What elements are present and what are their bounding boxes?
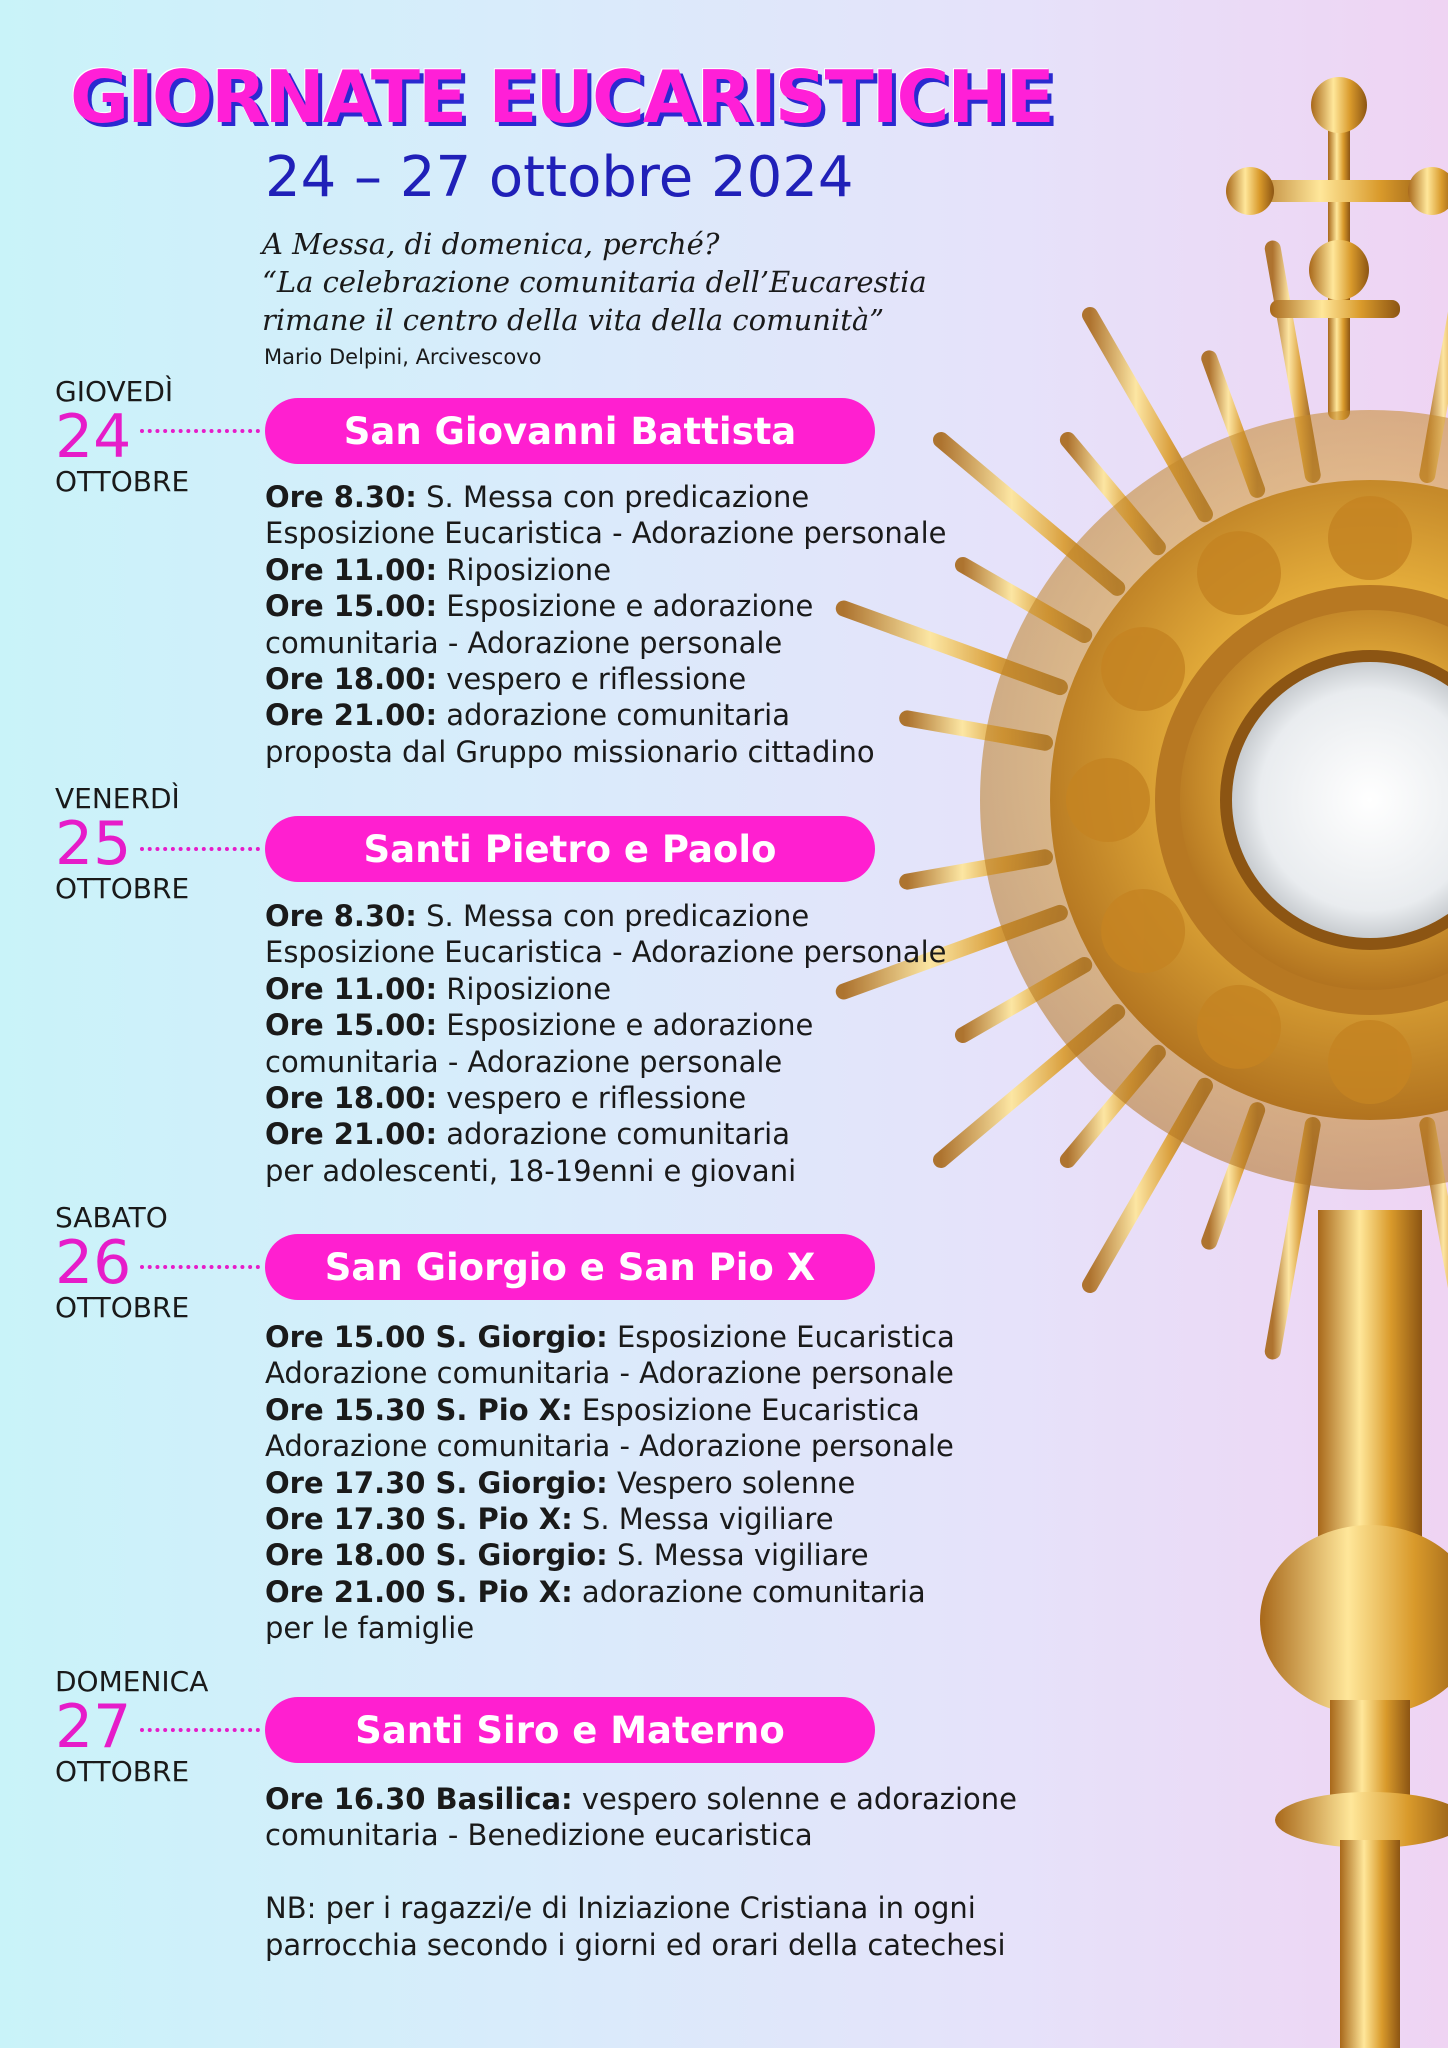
month: OTTOBRE: [55, 465, 190, 498]
schedule-list: [265, 1319, 955, 1647]
schedule-list: [265, 1781, 1017, 1854]
schedule-line: Ore 8.30: S. Messa con predicazione: [265, 480, 810, 514]
schedule-line: Ore 11.00: Riposizione: [265, 552, 612, 587]
parish-banner: Santi Pietro e Paolo: [265, 816, 875, 882]
month: OTTOBRE: [55, 1291, 190, 1324]
quote: [262, 225, 927, 339]
schedule-line: Ore 18.00 S. Giorgio: S. Messa vigiliare: [265, 1538, 869, 1573]
parish-banner: San Giovanni Battista: [265, 398, 875, 464]
weekday: DOMENICA: [55, 1665, 209, 1698]
schedule-line: Ore 17.30 S. Pio X: S. Messa vigiliare: [265, 1502, 834, 1537]
schedule-line: Adorazione comunitaria - Adorazione personale: [265, 1356, 954, 1391]
schedule-line: Ore 17.30 S. Giorgio: Vespero solenne: [265, 1465, 856, 1500]
quote-line: “La celebrazione comunitaria dell’Eucarestia: [262, 265, 927, 299]
parish-banner: Santi Siro e Materno: [265, 1697, 875, 1763]
schedule-line: Ore 15.00 S. Giorgio: Esposizione Eucaristica: [265, 1320, 955, 1354]
schedule-line: Ore 15.00: Esposizione e adorazione: [265, 589, 814, 624]
weekday: GIOVEDÌ: [55, 375, 174, 408]
monstrance-ornament: [1328, 496, 1412, 580]
schedule-line: Ore 15.00: Esposizione e adorazione: [265, 1008, 814, 1043]
schedule-line: Ore 8.30: S. Messa con predicazione: [265, 899, 810, 933]
footnote-line: NB: per i ragazzi/e di Iniziazione Cristiana in ogni: [265, 1891, 976, 1925]
schedule-line: per adolescenti, 18-19enni e giovani: [265, 1153, 797, 1188]
schedule-line: Ore 18.00: vespero e riflessione: [265, 662, 747, 697]
schedule-line: comunitaria - Adorazione personale: [265, 1044, 783, 1079]
quote-line: rimane il centro della vita della comunità”: [262, 303, 885, 337]
day-number: 25: [55, 809, 132, 879]
schedule-line: comunitaria - Adorazione personale: [265, 625, 783, 660]
page-title: GIORNATE EUCARISTICHE: [70, 55, 1053, 139]
monstrance-ornament: [1101, 627, 1185, 711]
schedule-line: per le famiglie: [265, 1611, 475, 1646]
schedule-list: [265, 898, 946, 1189]
schedule-line: Ore 21.00: adorazione comunitaria: [265, 1117, 790, 1152]
parish-banner: San Giorgio e San Pio X: [265, 1234, 875, 1300]
schedule-line: Ore 18.00: vespero e riflessione: [265, 1081, 747, 1116]
day-number: 27: [55, 1692, 132, 1762]
schedule-line: comunitaria - Benedizione eucaristica: [265, 1818, 813, 1853]
schedule-line: Esposizione Eucaristica - Adorazione personale: [265, 935, 947, 970]
month: OTTOBRE: [55, 1755, 190, 1788]
schedule-line: Ore 21.00 S. Pio X: adorazione comunitaria: [265, 1574, 926, 1609]
schedule-line: Ore 21.00: adorazione comunitaria: [265, 698, 790, 733]
event-dates: 24 – 27 ottobre 2024: [265, 145, 854, 210]
schedule-line: proposta dal Gruppo missionario cittadino: [265, 734, 875, 769]
day-label-25: [55, 784, 275, 904]
day-label-24: [55, 377, 275, 497]
schedule-line: Esposizione Eucaristica - Adorazione personale: [265, 516, 947, 551]
quote-line: A Messa, di domenica, perché?: [262, 227, 720, 261]
footnote-line: parrocchia secondo i giorni ed orari della catechesi: [265, 1928, 1006, 1962]
weekday: VENERDÌ: [55, 782, 180, 815]
schedule-line: Ore 11.00: Riposizione: [265, 971, 612, 1006]
schedule-line: Ore 15.30 S. Pio X: Esposizione Eucaristica: [265, 1392, 920, 1427]
monstrance-ornament: [1328, 1020, 1412, 1104]
dotted-connector: [140, 429, 260, 433]
day-label-26: [55, 1203, 275, 1323]
day-number: 24: [55, 402, 132, 472]
weekday: SABATO: [55, 1201, 168, 1234]
month: OTTOBRE: [55, 872, 190, 905]
monstrance-ornament: [1197, 531, 1281, 615]
footnote: [265, 1890, 1006, 1964]
monstrance-ornament: [1066, 758, 1150, 842]
schedule-line: Adorazione comunitaria - Adorazione personale: [265, 1429, 954, 1464]
monstrance-ornament: [1197, 985, 1281, 1069]
monstrance-ornament: [1101, 889, 1185, 973]
schedule-list: [265, 479, 946, 770]
quote-author: Mario Delpini, Arcivescovo: [264, 345, 542, 369]
dotted-connector: [140, 1265, 260, 1269]
schedule-line: Ore 16.30 Basilica: vespero solenne e adorazione: [265, 1782, 1017, 1816]
day-number: 26: [55, 1228, 132, 1298]
dotted-connector: [140, 847, 260, 851]
dotted-connector: [140, 1728, 260, 1732]
day-label-27: [55, 1667, 275, 1787]
